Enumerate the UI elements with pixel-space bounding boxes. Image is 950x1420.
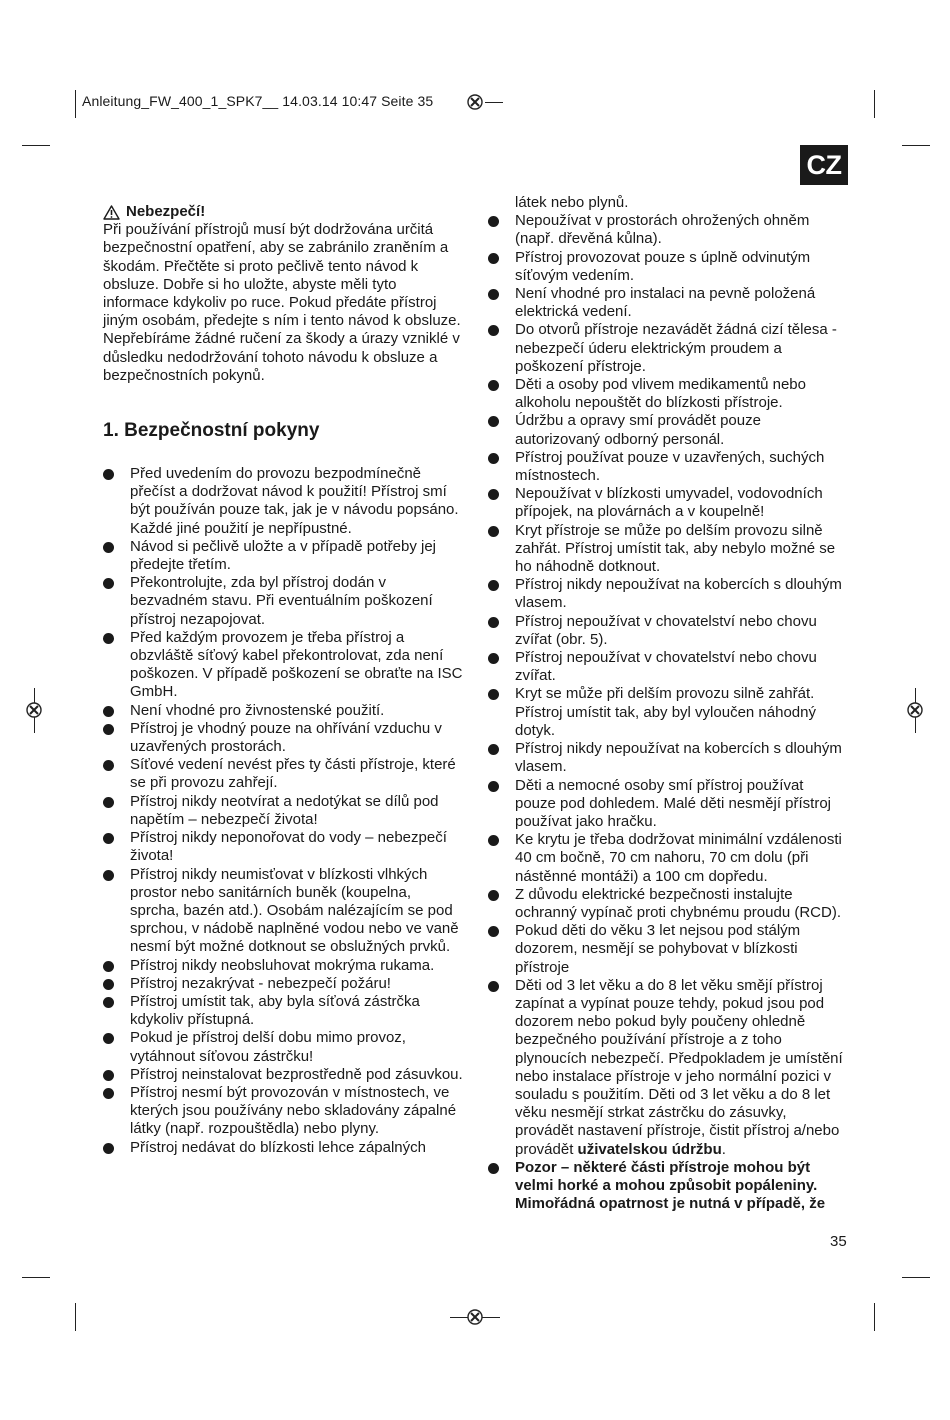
list-item: Nepoužívat v prostorách ohrožených ohněm (např. dřevěná kůlna). (488, 212, 844, 248)
left-column (103, 203, 463, 1157)
list-item: Z důvodu elektrické bezpečnosti instalujte ochranný vypínač proti chybnému proudu (RCD). (488, 886, 844, 922)
bullet-icon (488, 744, 499, 755)
bullet-icon (103, 469, 114, 480)
list-item: Děti a nemocné osoby smí přístroj používat pouze pod dohledem. Malé děti nesmějí přístroj používat jako hračku. (488, 777, 844, 832)
bullet-icon (488, 1163, 499, 1174)
bullet-icon (488, 416, 499, 427)
language-badge: CZ (800, 145, 848, 185)
bullet-icon (488, 325, 499, 336)
list-item: Přístroj nikdy neumisťovat v blízkosti vlhkých prostor nebo sanitárních buněk (koupelna, sprcha, bazén atd.). Osobám nalézajícím se pod sprchou, v nádobě naplněné vodou nebo ve vaně nesmí být možné dotknout se obslužných prvků. (103, 866, 463, 957)
bullet-icon (488, 289, 499, 300)
list-item: Přístroj je vhodný pouze na ohřívání vzduchu v uzavřených prostorách. (103, 720, 463, 756)
right-column (488, 194, 844, 1213)
registration-mark-icon (464, 91, 486, 113)
continuation-text: látek nebo plynů. (515, 194, 629, 211)
crop-mark (22, 1277, 50, 1278)
list-item: Přístroj nepoužívat v chovatelství nebo chovu zvířat. (488, 649, 844, 685)
registration-mark-icon (23, 699, 45, 721)
crop-mark (902, 1277, 930, 1278)
bullet-icon (103, 961, 114, 972)
crop-mark (75, 1303, 76, 1331)
list-item: Přístroj nesmí být provozován v místnostech, ve kterých jsou používány nebo skladovány zápalné látky (např. rozpouštědla) nebo plyny. (103, 1084, 463, 1139)
bullet-icon (488, 216, 499, 227)
warning-paragraph: Nepřebíráme žádné ručení za škody a úrazy vzniklé v důsledku nedodržování tohoto návodu k obsluze a bezpečnostních pokynů. (103, 330, 460, 384)
crop-mark (874, 90, 875, 118)
safety-list-right (488, 212, 844, 1213)
bullet-icon (488, 835, 499, 846)
bullet-icon (103, 1070, 114, 1081)
crop-mark (22, 145, 50, 146)
warning-triangle-icon (103, 205, 120, 220)
crop-mark (75, 90, 76, 118)
registration-mark-icon (904, 699, 926, 721)
list-item: Před uvedením do provozu bezpodmínečně přečíst a dodržovat návod k použití! Přístroj smí být používán pouze tak, jak je v návodu popsáno. Každé jiné použití je nepřípustné. (103, 465, 463, 538)
list-item: Kryt se může při delším provozu silně zahřát. Přístroj umístit tak, aby byl vyloučen náhodný dotyk. (488, 685, 844, 740)
list-item: Není vhodné pro živnostenské použití. (103, 702, 463, 720)
bullet-icon (488, 253, 499, 264)
safety-list-left (103, 465, 463, 1157)
bold-phrase: uživatelskou údržbu (577, 1140, 722, 1158)
list-item: Pokud je přístroj delší dobu mimo provoz, vytáhnout síťovou zástrčku! (103, 1029, 463, 1065)
list-item: Přístroj nikdy neobsluhovat mokrýma rukama. (103, 957, 463, 975)
list-item: Kryt přístroje se může po delším provozu silně zahřát. Přístroj umístit tak, aby nebylo možné se ho náhodně dotknout. (488, 522, 844, 577)
bullet-icon (103, 1088, 114, 1099)
list-item: Přístroj nedávat do blízkosti lehce zápalných (103, 1139, 463, 1157)
bullet-icon (488, 890, 499, 901)
bullet-icon (103, 997, 114, 1008)
list-item: Údržbu a opravy smí provádět pouze autorizovaný odborný personál. (488, 412, 844, 448)
bullet-icon (488, 926, 499, 937)
bullet-icon (103, 870, 114, 881)
bullet-icon (488, 781, 499, 792)
list-item: Přístroj nikdy neotvírat a nedotýkat se dílů pod napětím – nebezpečí života! (103, 793, 463, 829)
list-item: Pokud děti do věku 3 let nejsou pod stálým dozorem, nesmějí se pohybovat v blízkosti přístroje (488, 922, 844, 977)
bullet-icon (103, 578, 114, 589)
section-title: 1. Bezpečnostní pokyny (103, 420, 320, 442)
list-item: Děti a osoby pod vlivem medikamentů nebo alkoholu nepouštět do blízkosti přístroje. (488, 376, 844, 412)
bullet-icon (488, 617, 499, 628)
list-item: Přístroj nikdy nepoužívat na kobercích s dlouhým vlasem. (488, 576, 844, 612)
list-item: Přístroj nezakrývat - nebezpečí požáru! (103, 975, 463, 993)
list-item: Děti od 3 let věku a do 8 let věku smějí přístroj zapínat a vypínat pouze tehdy, pokud jsou pod dozorem nebo pokud byly poučeny ohledně bezpečného používání přístroje a z toho plynoucích nebezpečí. Předpokladem je umístění nebo instalace přístroje v jeho normální pozici v souladu s použitím. Děti od 3 let věku a do 8 let věku nesmějí strkat zástrčku do zásuvky, provádět nastavení přístroje, čistit přístroj a/nebo provádět uživatelskou údržbu. (488, 977, 844, 1159)
list-item: Síťové vedení nevést přes ty části přístroje, které se při provozu zahřejí. (103, 756, 463, 792)
crop-mark (902, 145, 930, 146)
list-item: Pozor – některé části přístroje mohou být velmi horké a mohou způsobit popáleniny. Mimořádná opatrnost je nutná v případě, že (488, 1159, 844, 1214)
bullet-icon (488, 580, 499, 591)
bullet-icon (103, 724, 114, 735)
bullet-icon (488, 453, 499, 464)
list-item: Překontrolujte, zda byl přístroj dodán v bezvadném stavu. Při eventuálním poškození přístroj nezapojovat. (103, 574, 463, 629)
bullet-icon (103, 760, 114, 771)
warning-heading (103, 203, 463, 221)
warning-paragraph: Při používání přístrojů musí být dodržována určitá bezpečnostní opatření, aby se zabránilo zraněním a škodám. Přečtěte si proto pečlivě tento návod k obsluze. Dobře si ho uložte, abyste měli tyto informace kdykoliv po ruce. Pokud předáte přístroj jiným osobám, předejte s ním i tento návod k obsluze. (103, 221, 461, 330)
bullet-icon (103, 1033, 114, 1044)
bullet-icon (103, 797, 114, 808)
bullet-icon (488, 526, 499, 537)
print-header: Anleitung_FW_400_1_SPK7__ 14.03.14 10:47 Seite 35 (82, 93, 434, 109)
page-number: 35 (830, 1233, 847, 1250)
list-item: Před každým provozem je třeba přístroj a obzvláště síťový kabel překontrolovat, zda není poškozen. V případě poškození se obraťte na ISC GmbH. (103, 629, 463, 702)
bullet-icon (488, 689, 499, 700)
bullet-icon (103, 833, 114, 844)
list-item: Není vhodné pro instalaci na pevně položená elektrická vedení. (488, 285, 844, 321)
list-item: Přístroj umístit tak, aby byla síťová zástrčka kdykoliv přístupná. (103, 993, 463, 1029)
crop-mark (874, 1303, 875, 1331)
bullet-icon (103, 979, 114, 990)
list-item: Přístroj provozovat pouze s úplně odvinutým síťovým vedením. (488, 249, 844, 285)
list-item: Nepoužívat v blízkosti umyvadel, vodovodních přípojek, na plovárnách a v koupelně! (488, 485, 844, 521)
crop-mark (485, 102, 503, 103)
warning-title: Nebezpečí! (126, 203, 206, 220)
list-item: Přístroj nikdy neponořovat do vody – nebezpečí života! (103, 829, 463, 865)
list-item: Přístroj nepoužívat v chovatelství nebo chovu zvířat (obr. 5). (488, 613, 844, 649)
registration-mark-icon (464, 1306, 486, 1328)
list-item: Přístroj používat pouze v uzavřených, suchých místnostech. (488, 449, 844, 485)
list-item: Přístroj nikdy nepoužívat na kobercích s dlouhým vlasem. (488, 740, 844, 776)
list-item: Do otvorů přístroje nezavádět žádná cizí tělesa - nebezpečí úderu elektrickým proudem a poškození přístroje. (488, 321, 844, 376)
bullet-icon (488, 380, 499, 391)
bullet-icon (103, 1143, 114, 1154)
bullet-icon (488, 653, 499, 664)
list-item: Návod si pečlivě uložte a v případě potřeby jej předejte třetím. (103, 538, 463, 574)
list-item: Přístroj neinstalovat bezprostředně pod zásuvkou. (103, 1066, 463, 1084)
bullet-icon (103, 542, 114, 553)
list-item: Ke krytu je třeba dodržovat minimální vzdálenosti 40 cm bočně, 70 cm nahoru, 70 cm dolu (při nástěnné montáži) a 100 cm dopředu. (488, 831, 844, 886)
bullet-icon (488, 981, 499, 992)
bullet-icon (103, 633, 114, 644)
bullet-icon (103, 706, 114, 717)
bullet-icon (488, 489, 499, 500)
